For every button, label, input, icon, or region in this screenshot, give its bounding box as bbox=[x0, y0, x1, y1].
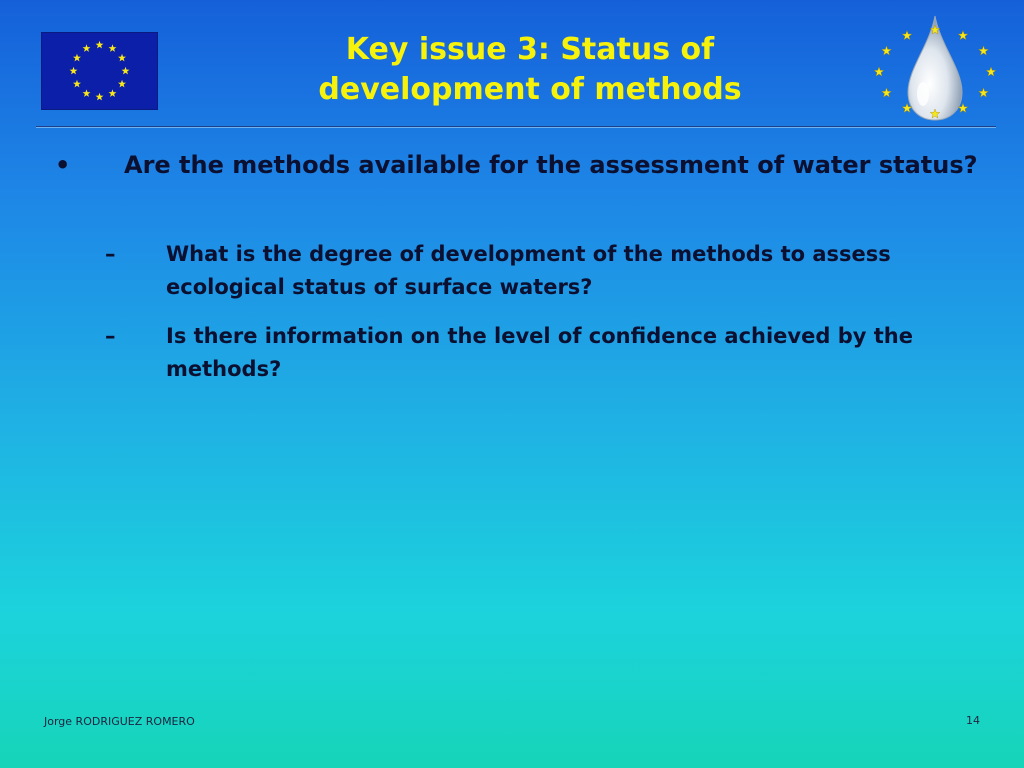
eu-star-icon bbox=[122, 67, 130, 75]
eu-star-icon bbox=[109, 89, 117, 97]
eu-star-icon bbox=[73, 80, 81, 88]
slide-title bbox=[230, 30, 830, 110]
eu-star-icon bbox=[118, 54, 126, 62]
sub-bullet-text: Is there information on the level of confidence achieved by the methods? bbox=[166, 324, 913, 381]
eu-star-icon bbox=[96, 41, 104, 49]
sub-bullet-marker: – bbox=[105, 324, 116, 348]
slide-title-line-1: Key issue 3: Status of bbox=[345, 32, 715, 67]
footer-author: Jorge RODRIGUEZ ROMERO bbox=[44, 715, 195, 728]
page-number: 14 bbox=[966, 714, 980, 727]
drop-star-icon bbox=[882, 88, 892, 97]
eu-star-icon bbox=[118, 80, 126, 88]
drop-star-icon bbox=[882, 46, 892, 55]
eu-star-icon bbox=[96, 93, 104, 101]
drop-star-icon bbox=[979, 88, 989, 97]
title-divider bbox=[36, 126, 996, 128]
sub-bullet-marker: – bbox=[105, 242, 116, 266]
eu-star-icon bbox=[109, 44, 117, 52]
eu-star-icon bbox=[70, 67, 78, 75]
eu-star-icon bbox=[73, 54, 81, 62]
water-drop-stars-icon bbox=[868, 14, 1002, 124]
drop-star-icon bbox=[986, 67, 996, 76]
eu-star-icon bbox=[83, 44, 91, 52]
sub-bullet-text: What is the degree of development of the methods to assess ecological status of surface waters? bbox=[166, 242, 891, 299]
drop-star-icon bbox=[902, 31, 912, 40]
eu-star-icon bbox=[83, 89, 91, 97]
slide-title-line-2: development of methods bbox=[318, 72, 742, 107]
drop-star-icon bbox=[979, 46, 989, 55]
drop-star-icon bbox=[958, 31, 968, 40]
bullet-text: Are the methods available for the assessment of water status? bbox=[124, 151, 978, 179]
drop-star-icon bbox=[874, 67, 884, 76]
bullet-marker: • bbox=[55, 151, 71, 179]
eu-flag-icon bbox=[42, 33, 157, 109]
